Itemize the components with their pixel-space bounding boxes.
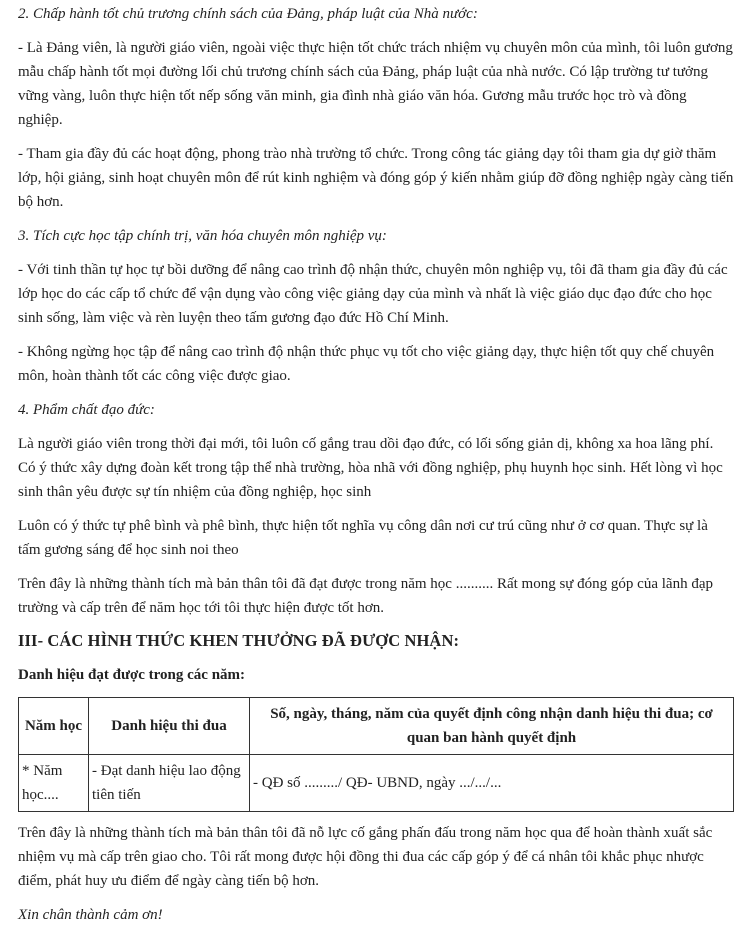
paragraph: Luôn có ý thức tự phê bình và phê bình, thực hiện tốt nghĩa vụ công dân nơi cư trú cũng như ở cơ quan. Thực sự là tấm gương sáng để học sinh noi theo — [18, 518, 708, 558]
table-cell-title: - Đạt danh hiệu lao động tiên tiến — [89, 755, 250, 812]
closing-thanks: Xin chân thành cảm ơn! — [18, 907, 163, 923]
paragraph: Trên đây là những thành tích mà bản thân tôi đã đạt được trong năm học .......... Rất mong sự đóng góp của lãnh đạp trường và cấp trên để năm học tới tôi thực hiện được tốt hơn. — [18, 576, 713, 616]
awards-table — [18, 697, 734, 812]
awards-section-title: III- CÁC HÌNH THỨC KHEN THƯỞNG ĐÃ ĐƯỢC NHẬN: — [18, 631, 460, 650]
awards-subtitle: Danh hiệu đạt được trong các năm: — [18, 667, 246, 683]
section-heading-2: 2. Chấp hành tốt chủ trương chính sách của Đảng, pháp luật của Nhà nước: — [18, 6, 478, 22]
paragraph: - Không ngừng học tập để nâng cao trình độ nhận thức phục vụ tốt cho việc giảng dạy, thực hiện tốt quy chế chuyên môn, hoàn thành tốt các công việc được giao. — [18, 344, 715, 384]
table-cell-decision: - QĐ số ........./ QĐ- UBND, ngày .../.../... — [250, 755, 734, 812]
table-row — [19, 755, 734, 812]
section-heading-3: 3. Tích cực học tập chính trị, văn hóa chuyên môn nghiệp vụ: — [18, 228, 387, 244]
closing-paragraph: Trên đây là những thành tích mà bản thân tôi đã nỗ lực cố gắng phấn đấu trong năm học qua để hoàn thành xuất sắc nhiệm vụ mà cấp trên giao cho. Tôi rất mong được hội đồng thi đua các cấp góp ý để cá nhân tôi khắc phục nhược điểm, phát huy ưu điểm để ngày càng tiến bộ hơn. — [18, 825, 713, 889]
paragraph: - Với tinh thần tự học tự bồi dưỡng để nâng cao trình độ nhận thức, chuyên môn nghiệp vụ, tôi đã tham gia đầy đủ các lớp học do các cấp tổ chức để vận dụng vào công việc giảng dạy của mình và nhất là việc giáo dục đạo đức cho học sinh sống, làm việc và rèn luyện theo tấm gương đạo đức Hồ Chí Minh. — [18, 262, 728, 326]
table-cell-year: * Năm học.... — [19, 755, 89, 812]
paragraph: Là người giáo viên trong thời đại mới, tôi luôn cố gắng trau dồi đạo đức, có lối sống giản dị, không xa hoa lãng phí. Có ý thức xây dựng đoàn kết trong tập thể nhà trường, hòa nhã với đồng nghiệp, phụ huynh học sinh. Hết lòng vì học sinh thân yêu được sự tín nhiệm của đồng nghiệp, học sinh — [18, 436, 723, 500]
paragraph: - Là Đảng viên, là người giáo viên, ngoài việc thực hiện tốt chức trách nhiệm vụ chuyên môn của mình, tôi luôn gương mẫu chấp hành tốt mọi đường lối chủ trương chính sách của Đảng, pháp luật của nhà nước. Có lập trường tư tưởng vững vàng, luôn thực hiện tốt nếp sống văn minh, gia đình nhà giáo văn hóa. Gương mẫu trước học trò và đồng nghiệp. — [18, 40, 733, 128]
section-heading-4: 4. Phẩm chất đạo đức: — [18, 402, 155, 418]
paragraph: - Tham gia đầy đủ các hoạt động, phong trào nhà trường tổ chức. Trong công tác giảng dạy tôi tham gia dự giờ thăm lớp, hội giảng, sinh hoạt chuyên môn để rút kinh nghiệm và đóng góp ý kiến nhằm giúp đỡ đồng nghiệp ngày càng tiến bộ hơn. — [18, 146, 734, 210]
column-header-title: Danh hiệu thi đua — [89, 698, 250, 755]
column-header-decision: Số, ngày, tháng, năm của quyết định công nhận danh hiệu thi đua; cơ quan ban hành quyết định — [250, 698, 734, 755]
column-header-year: Năm học — [19, 698, 89, 755]
table-header-row — [19, 698, 734, 755]
